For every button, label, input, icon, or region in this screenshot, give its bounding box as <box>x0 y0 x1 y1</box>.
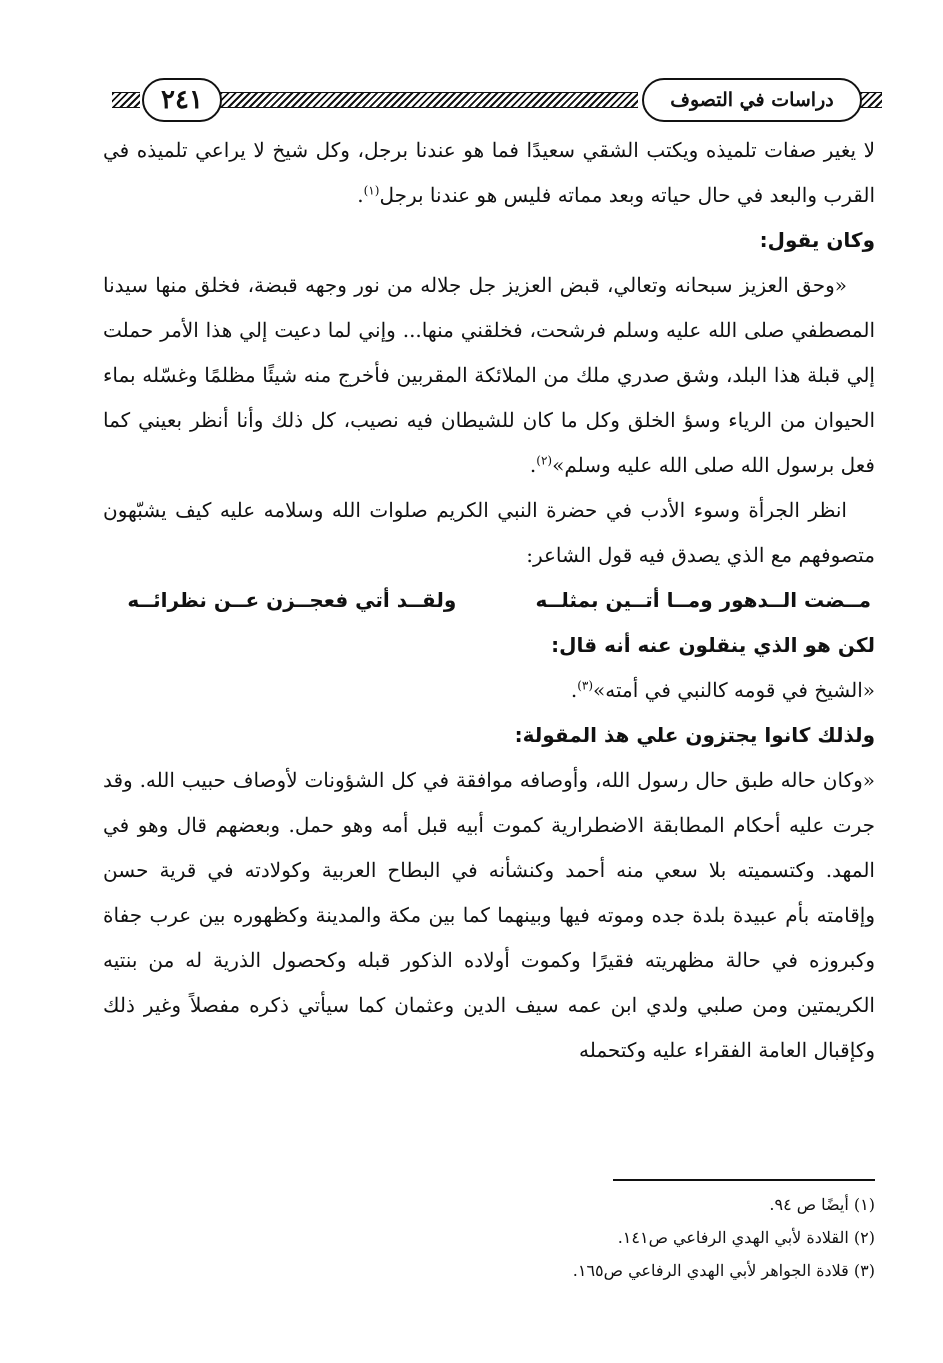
paragraph-2: «وحق العزيز سبحانه وتعالي، قبض العزيز جل جلاله من نور وجهه قبضة، فخلق منها سيدنا المصطفي صلى الله عليه وسلم فرشحت، فخلقني منها... وإني لما دعيت إلي هذا الأمر حملت إلي قبلة هذا البلد، وشق صدري ملك من الملائكة المقربين فأخرج منه شيئًا مظلمًا وغسّله بماء الحيوان من الرياء وسؤ الخلق وكل ما كان للشيطان فيه نصيب، كل ذلك وأنا أنظر بعيني كما فعل برسول الله صلى الله عليه وسلم»$^{(٢)}$. <box>103 273 875 477</box>
footnote-divider <box>613 1179 875 1181</box>
footnote-1: (١) أيضًا ص ٩٤. <box>769 1195 875 1214</box>
running-header <box>108 72 878 126</box>
footnote-ref-3: (٣) <box>577 678 594 693</box>
page-number: ٢٤١ <box>142 78 222 122</box>
book-title: دراسات في التصوف <box>642 78 862 122</box>
verse-first-hemistich: مــضت الــدهور ومــا أتــين بمثلــه <box>535 588 871 612</box>
footnote-ref-1: (١) <box>363 183 380 198</box>
poetry-verse <box>103 578 875 623</box>
footnote-ref-2: (٢) <box>536 453 553 468</box>
ornamental-rule-middle <box>220 92 638 108</box>
footnote-3: (٣) قلادة الجواهر لأبي الهدي الرفاعي ص١٦٥. <box>572 1261 875 1280</box>
body-text <box>103 128 875 1073</box>
quote-sheikh: «الشيخ في قومه كالنبي في أمته»$^{(٣)}$. <box>570 678 875 702</box>
ornamental-rule-left <box>112 92 140 108</box>
paragraph-3: انظر الجرأة وسوء الأدب في حضرة النبي الكريم صلوات الله وسلامه عليه كيف يشبّهون متصوفهم مع الذي يصدق فيه قول الشاعر: <box>103 498 875 567</box>
subheading-3: ولذلك كانوا يجتزون علي هذ المقولة: <box>514 723 875 747</box>
verse-second-hemistich: ولقــد أتي فعجــزن عــن نظرائــه <box>127 588 457 612</box>
subheading-2: لكن هو الذي ينقلون عنه أنه قال: <box>551 633 875 657</box>
footnotes <box>400 1188 875 1287</box>
subheading-1: وكان يقول: <box>759 228 875 252</box>
paragraph-1: لا يغير صفات تلميذه ويكتب الشقي سعيدًا فما هو عندنا برجل، وكل شيخ لا يراعي تلميذه في القرب والبعد في حال حياته وبعد مماته فليس هو عندنا برجل$^{(١)}$. <box>103 138 875 207</box>
paragraph-5: «وكان حاله طبق حال رسول الله، وأوصافه موافقة في كل الشؤونات لأوصاف حبيب الله. وقد جرت عليه أحكام المطابقة الاضطرارية كموت أبيه قبل أمه وهو حمل. وبعضهم قال وهو في المهد. وكتسميته بلا سعي منه أحمد وكنشأنه في البطاح العربية وكولادته في قرية حسن وإقامته بأم عبيدة بلدة جده وموته فيها وبينهما كما بين مكة والمدينة وكظهوره بين عرب جفاة وكبروزه في حالة مظهريته فقيرًا وكموت أولاده الذكور قبله وكحصول الذرية له من بنتيه الكريمتين ومن صلبي ولدي ابن عمه سيف الدين وعثمان كما سيأتي ذكره مفصلاً وغير ذلك وكإقبال العامة الفقراء عليه وكتحمله <box>103 768 875 1062</box>
footnote-2: (٢) القلادة لأبي الهدي الرفاعي ص١٤١. <box>617 1228 875 1247</box>
ornamental-rule-right <box>860 92 882 108</box>
